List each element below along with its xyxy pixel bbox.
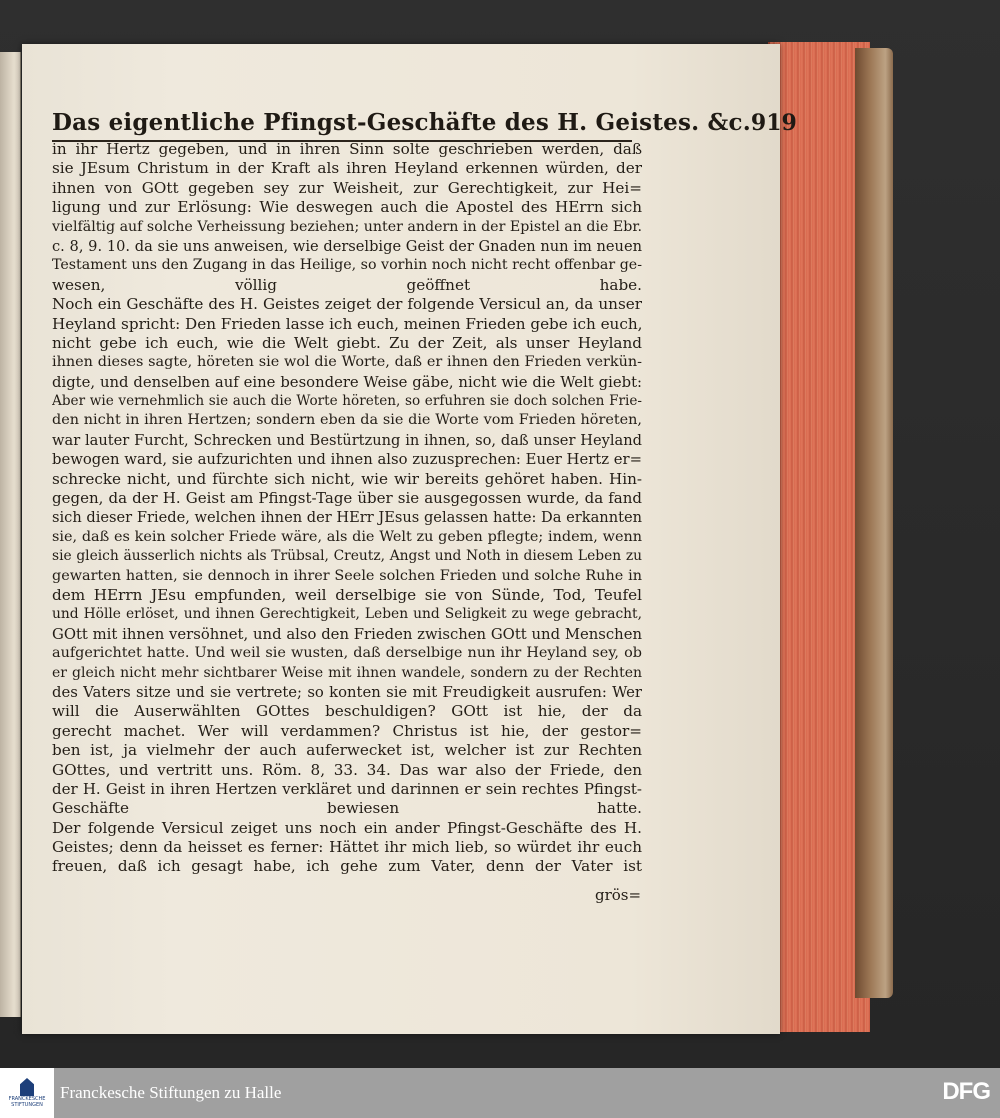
text-line: ligung und zur Erlösung: Wie deswegen auch die Apostel des HErrn sich [52, 198, 642, 217]
institution-name: Franckesche Stiftungen zu Halle [60, 1083, 282, 1102]
text-line: sie gleich äusserlich nichts als Trübsal, Creutz, Angst und Noth in diesem Leben zu [52, 548, 642, 565]
text-line: ihnen von GOtt gegeben sey zur Weisheit, zur Gerechtigkeit, zur Hei= [52, 178, 642, 197]
text-line: ihnen dieses sagte, höreten sie wol die Worte, daß er ihnen den Frieden verkün- [52, 354, 642, 371]
catchword: grös= [595, 886, 642, 904]
text-line: in ihr Hertz gegeben, und in ihren Sinn solte geschrieben werden, daß [52, 140, 642, 158]
footer-bar [0, 1068, 1000, 1118]
logo-text-2: STIFTUNGEN [11, 1102, 43, 1108]
text-line: gegen, da der H. Geist am Pfingst-Tage über sie ausgegossen wurde, da fand [52, 489, 642, 508]
text-line: und Hölle erlöset, und ihnen Gerechtigkeit, Leben und Seligkeit zu wege gebracht, [52, 606, 642, 623]
text-line: sie JEsum Christum in der Kraft als ihren Heyland erkennen würden, der [52, 159, 642, 178]
book-cover-edge [855, 48, 893, 998]
text-line: Geistes; denn da heisset es ferner: Hättet ihr mich lieb, so würdet ihr euch [52, 838, 642, 857]
page-number: 919 [750, 110, 797, 136]
text-line: Noch ein Geschäfte des H. Geistes zeiget der folgende Versicul an, da unser [52, 295, 642, 314]
text-line: schrecke nicht, und fürchte sich nicht, wie wir bereits gehöret haben. Hin- [52, 469, 642, 488]
text-line: digte, und denselben auf eine besondere Weise gäbe, nicht wie die Welt giebt: [52, 373, 642, 391]
text-line: Geschäfte bewiesen hatte. [52, 799, 642, 818]
logo-building-icon [20, 1078, 34, 1096]
text-line: bewogen ward, sie aufzurichten und ihnen also zuzusprechen: Euer Hertz er= [52, 451, 642, 469]
text-line: GOtt mit ihnen versöhnet, und also den Frieden zwischen GOtt und Menschen [52, 625, 642, 643]
text-line: den nicht in ihren Hertzen; sondern eben da sie die Worte vom Frieden höreten, [52, 412, 642, 429]
text-line: des Vaters sitze und sie vertrete; so konten sie mit Freudigkeit ausrufen: Wer [52, 683, 642, 701]
running-title: Das eigentliche Pfingst-Geschäfte des H. Geistes. &c. [52, 109, 751, 136]
text-line: Der folgende Versicul zeiget uns noch ein ander Pfingst-Geschäfte des H. [52, 818, 642, 837]
text-line: vielfältig auf solche Verheissung beziehen; unter andern in der Epistel an die Ebr. [52, 218, 642, 235]
body-text [52, 140, 642, 877]
text-line: c. 8, 9. 10. da sie uns anweisen, wie derselbige Geist der Gnaden nun im neuen [52, 237, 642, 255]
text-line: Aber wie vernehmlich sie auch die Worte höreten, so erfuhren sie doch solchen Frie- [52, 393, 642, 410]
text-line: Testament uns den Zugang in das Heilige, so vorhin noch nicht recht offenbar ge- [52, 257, 642, 274]
left-page-edge [0, 52, 21, 1017]
text-line: dem HErrn JEsu empfunden, weil derselbige sie von Sünde, Tod, Teufel [52, 585, 642, 604]
text-line: Heyland spricht: Den Frieden lasse ich euch, meinen Frieden gebe ich euch, [52, 314, 642, 333]
text-line: sich dieser Friede, welchen ihnen der HErr JEsus gelassen hatte: Da erkannten [52, 509, 642, 527]
text-line: aufgerichtet hatte. Und weil sie wusten, daß derselbige nun ihr Heyland sey, ob [52, 645, 642, 662]
text-line: gewarten hatten, sie dennoch in ihrer Seele solchen Frieden und solche Ruhe in [52, 567, 642, 584]
text-line: er gleich nicht mehr sichtbarer Weise mit ihnen wandele, sondern zu der Rechten [52, 664, 642, 681]
text-line: wesen, völlig geöffnet habe. [52, 275, 642, 294]
page-header [52, 96, 797, 142]
text-line: der H. Geist in ihren Hertzen verkläret und darinnen er sein rechtes Pfingst- [52, 779, 642, 798]
text-line: sie, daß es kein solcher Friede wäre, als die Welt zu geben pflegte; indem, wenn [52, 528, 642, 545]
franckesche-logo[interactable] [0, 1068, 54, 1118]
logo-text-1: FRANCKESCHE [8, 1096, 46, 1102]
text-line: ben ist, ja vielmehr der auch auferwecket ist, welcher ist zur Rechten [52, 741, 642, 760]
text-line: freuen, daß ich gesagt habe, ich gehe zum Vater, denn der Vater ist [52, 857, 642, 876]
text-line: will die Auserwählten GOttes beschuldigen? GOtt ist hie, der da [52, 702, 642, 721]
dfg-logo[interactable]: DFG [942, 1078, 990, 1105]
text-line: gerecht machet. Wer will verdammen? Christus ist hie, der gestor= [52, 721, 642, 740]
text-line: GOttes, und vertritt uns. Röm. 8, 33. 34. Das war also der Friede, den [52, 760, 642, 779]
text-line: nicht gebe ich euch, wie die Welt giebt. Zu der Zeit, als unser Heyland [52, 333, 642, 352]
text-line: war lauter Furcht, Schrecken und Bestürtzung in ihnen, so, daß unser Heyland [52, 431, 642, 449]
